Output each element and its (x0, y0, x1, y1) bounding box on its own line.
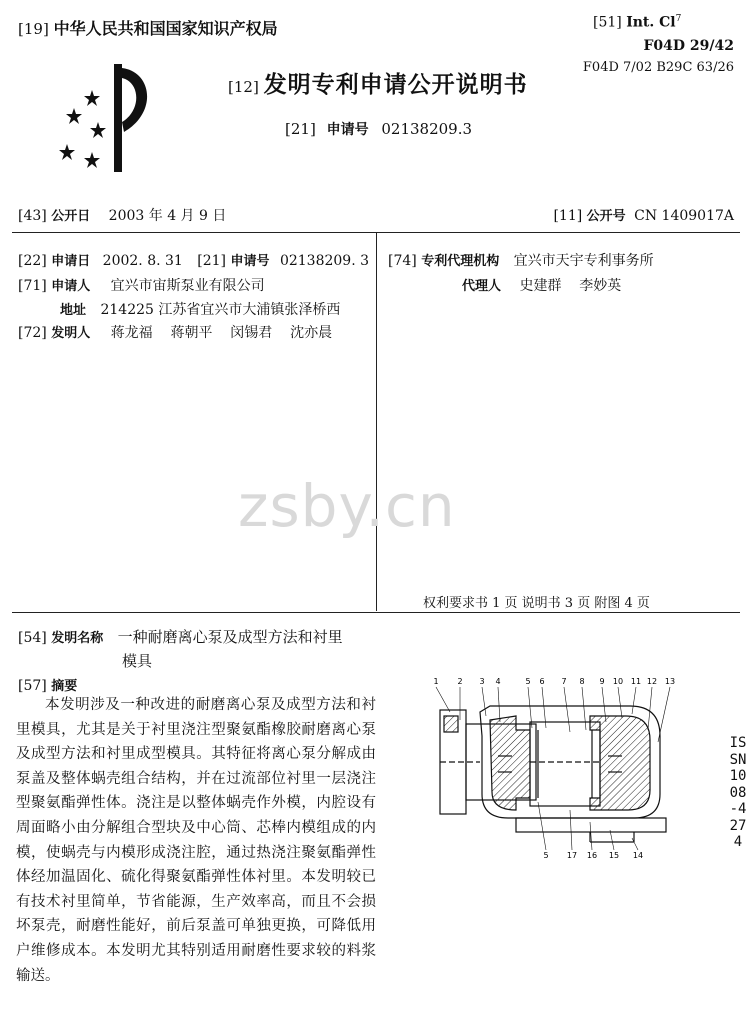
logo-p-shape (114, 64, 147, 172)
app-code: [21] (285, 120, 316, 138)
inventor-code: [72] (18, 325, 47, 341)
pub-date-code: [43] (18, 208, 47, 224)
logo-star-1 (84, 90, 100, 106)
int-cl-line (593, 14, 681, 31)
applicant: 宜兴市宙斯泵业有限公司 (110, 278, 265, 294)
figure-leader-top (632, 687, 636, 714)
pub-date: 2003 年 4 月 9 日 (108, 208, 227, 224)
int-cl-sub: F04D 7/02 B29C 63/26 (582, 60, 734, 75)
address-label: 地址 (60, 303, 87, 318)
abstract-heading (18, 675, 77, 694)
agent-line (462, 275, 621, 295)
filing-date: 2002. 8. 31 (102, 253, 183, 269)
figure-leader-bottom (570, 810, 572, 850)
watermark: zsby.cn (238, 472, 456, 540)
office-name: 中华人民共和国国家知识产权局 (53, 19, 278, 38)
figure-label-top: 6 (539, 677, 545, 686)
figure-leader-top (648, 687, 652, 730)
filing-label: 申请日 (51, 254, 91, 269)
figure-label-top: 5 (525, 677, 531, 686)
filing-code: [22] (18, 253, 47, 269)
figure-leader-bottom (632, 838, 638, 850)
figure-leader-top (564, 687, 570, 732)
agency-label: 专利代理机构 (421, 254, 500, 269)
figure-leader-top (436, 687, 450, 712)
app2-number: 02138209. 3 (279, 253, 370, 269)
pub-number-label: 公开号 (586, 209, 626, 224)
figure-label-top: 12 (646, 677, 658, 686)
app-number: 02138209.3 (381, 120, 473, 138)
figure-label-top: 8 (579, 677, 585, 686)
app2-code: [21] (197, 253, 227, 269)
filing-line (18, 250, 369, 269)
figure-label-top: 10 (612, 677, 624, 686)
figure-label-top: 9 (599, 677, 605, 686)
pub-number: CN 1409017A (634, 208, 734, 224)
title-label: 发明名称 (51, 631, 104, 646)
agency: 宜兴市天宇专利事务所 (513, 253, 654, 269)
fig-base (516, 818, 666, 832)
doc-type-line (228, 66, 528, 99)
applicant-code: [71] (18, 278, 47, 294)
app-label: 申请号 (326, 122, 369, 138)
inventor-line (18, 322, 332, 342)
figure-top-labels (433, 677, 675, 686)
figure-drawing (440, 706, 666, 842)
pump-cross-section-figure (420, 672, 690, 862)
int-cl-sup: 7 (675, 14, 682, 24)
figure-label-top: 2 (457, 677, 463, 686)
abstract-paragraph: 本发明涉及一种改进的耐磨离心泵及成型方法和衬里模具，尤其是关于衬里浇注型聚氨酯橡胶耐磨离心泵及成型方法和衬里成型模具。其特征将离心泵分解成由泵盖及整体蜗壳组合结构，并在过流部位衬里一层浇注型聚氨酯弹性体。浇注是以整体蜗壳作外模，内腔设有周面略小由分解组合型块及中心筒、芯棒内模组成的内模，使蜗壳与内模形成浇注腔，通过热浇注聚氨酯弹性体经加温固化、硫化得聚氨酯弹性体衬里。本发明较已有技术衬里简单，节省能源，生产效率高，而且不会损坏泵壳，耐磨性能好，前后泵盖可单独更换，可降低用户维修成本。本发明尤其特别适用耐磨性要求较的料浆输送。 (16, 697, 376, 984)
pub-number-line (553, 205, 734, 224)
agent-label: 代理人 (462, 279, 502, 294)
fig-volute-inner (490, 716, 530, 810)
logo-star-5 (84, 152, 100, 168)
title-code: [54] (18, 630, 47, 646)
logo-star-2 (66, 108, 82, 124)
applicant-label: 申请人 (51, 279, 91, 294)
figure-label-bottom: 17 (566, 851, 578, 860)
figure-label-bottom: 5 (543, 851, 549, 860)
figure-label-bottom: 16 (586, 851, 598, 860)
sipo-logo (52, 62, 162, 174)
inventor-label: 发明人 (51, 326, 91, 341)
abstract-code: [57] (18, 678, 47, 694)
int-cl-main: F04D 29/42 (643, 38, 734, 54)
office-code: [19] (18, 20, 49, 38)
pub-date-line (18, 205, 226, 225)
int-cl-label: Int. Cl (626, 14, 676, 31)
abstract-label: 摘要 (51, 679, 78, 694)
figure-bottom-labels (543, 851, 643, 860)
issn-vertical: ISSN1008-4274 (729, 735, 747, 850)
app2-label: 申请号 (230, 254, 270, 269)
figure-leader-bottom (610, 830, 614, 850)
title-line (18, 626, 343, 647)
figure-leader-top (482, 687, 486, 716)
address-line (60, 299, 340, 319)
figure-label-bottom: 14 (632, 851, 644, 860)
doc-type-title: 发明专利申请公开说明书 (263, 72, 528, 98)
figure-label-top: 13 (664, 677, 676, 686)
figure-leader-top (498, 687, 500, 722)
figure-leader-top (658, 687, 670, 742)
rule-bottom (12, 612, 740, 613)
agency-code: [74] (388, 253, 417, 269)
office-line (18, 16, 278, 39)
logo-star-4 (59, 144, 75, 160)
agents: 史建群 李妙英 (519, 278, 622, 294)
agency-line (388, 250, 654, 270)
figure-label-bottom: 15 (608, 851, 620, 860)
doc-type-code: [12] (228, 78, 259, 96)
page-counts: 权利要求书 1 页 说明书 3 页 附图 4 页 (423, 596, 650, 611)
address: 214225 江苏省宜兴市大浦镇张泽桥西 (100, 302, 341, 318)
figure-leader-bottom (538, 802, 546, 850)
int-cl-code: [51] (593, 14, 622, 31)
abstract-text (16, 693, 376, 988)
title-text-2: 模具 (122, 652, 153, 670)
figure-label-top: 1 (433, 677, 439, 686)
fig-volute-inner-right (590, 716, 650, 810)
applicant-line (18, 275, 265, 295)
fig-core (530, 722, 600, 806)
rule-vertical (376, 233, 377, 611)
figure-label-top: 3 (479, 677, 485, 686)
figure-leader-top (582, 687, 586, 730)
title-text-1: 一种耐磨离心泵及成型方法和衬里 (117, 628, 343, 646)
figure-label-top: 7 (561, 677, 567, 686)
app-number-line (285, 119, 472, 139)
figure-label-top: 4 (495, 677, 501, 686)
pub-number-code: [11] (553, 208, 583, 224)
pub-date-label: 公开日 (51, 209, 91, 224)
figure-leader-top (618, 687, 622, 718)
inventors: 蒋龙福 蒋朝平 闵锡君 沈亦晨 (110, 325, 333, 341)
figure-label-top: 11 (630, 677, 642, 686)
logo-star-3 (90, 122, 106, 138)
